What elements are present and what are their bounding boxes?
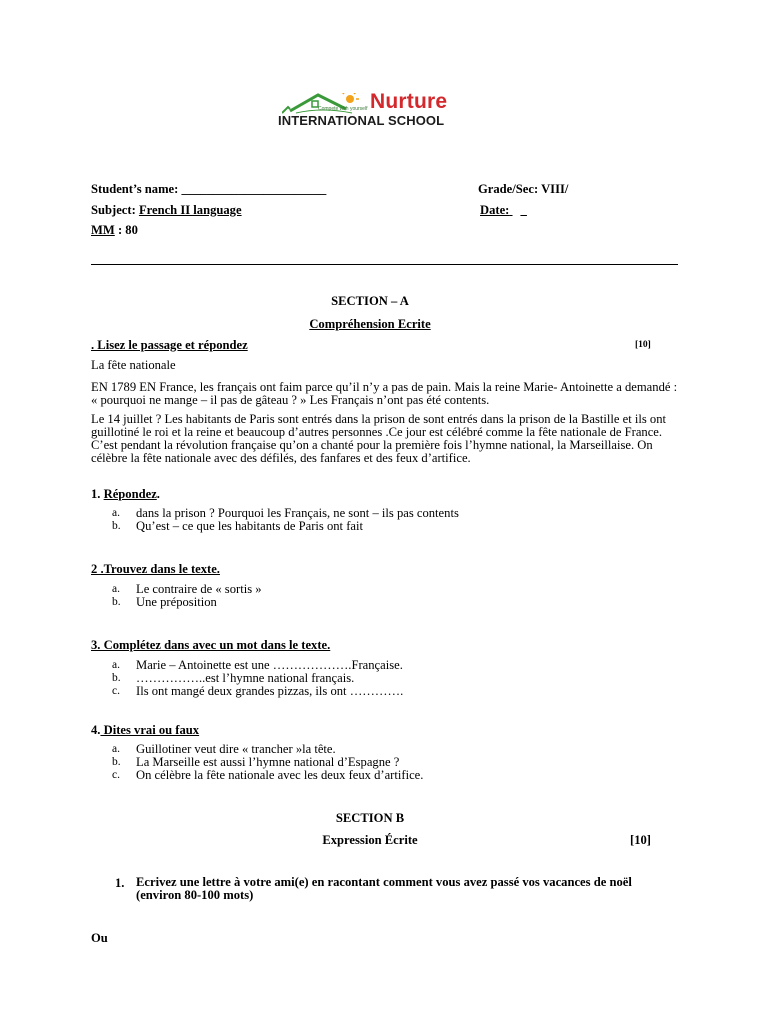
section-b-question-text: Ecrivez une lettre à votre ami(e) en racontant comment vous avez passé vos vacances de noël (environ 80-100 mots) (136, 875, 632, 902)
question-3-list (112, 659, 403, 698)
list-item: b. La Marseille est aussi l’hymne national d’Espagne ? (112, 755, 400, 769)
section-a-title: SECTION – A (331, 294, 409, 308)
list-item: b. ……………..est l’hymne national français. (112, 671, 355, 685)
header-divider (91, 264, 678, 265)
date-blank: _ (520, 203, 527, 217)
mm-label: MM (91, 223, 115, 237)
reading-marks: [10] (635, 340, 651, 350)
grade-label: Grade/Sec: VIII/ (478, 182, 569, 196)
section-b-marks: [10] (630, 833, 651, 847)
passage-paragraph-2: Le 14 juillet ? Les habitants de Paris sont entrés dans la prison de sont entrés dans la prison de la Bastille et ils ont guillotiné le roi et la reine et beaucoup d’autres personnes .Ce jour est célébré comme la fête nationale de France. C’est pendant la révolution française qu’on a chanté pour la première fois l’hymne national, la Marseillaise. On célèbre la fête nationale avec des défilés, des fanfares et des feux d’artifice. (91, 412, 666, 465)
section-b-title: SECTION B (335, 811, 405, 825)
question-1-end: . (156, 487, 160, 501)
question-4-number: 4. (91, 723, 101, 737)
list-item: b. Une préposition (112, 595, 217, 609)
subject-line (91, 203, 242, 218)
list-item: c. On célèbre la fête nationale avec les deux feux d’artifice. (112, 768, 424, 782)
question-3-title: 3. Complétez dans avec un mot dans le texte. (91, 638, 331, 652)
subject-label: Subject: (91, 203, 136, 217)
list-item: b. Qu’est – ce que les habitants de Paris ont fait (112, 519, 363, 533)
mm-value: : 80 (117, 223, 138, 237)
section-a-subtitle: Compréhension Ecrite (309, 317, 431, 331)
date-label: Date: (480, 203, 510, 217)
mm-line (91, 223, 138, 238)
section-b-subtitle: Expression Écrite (322, 833, 418, 847)
list-item: a. Le contraire de « sortis » (112, 582, 262, 596)
or-label: Ou (91, 931, 108, 945)
logo-school: INTERNATIONAL SCHOOL (278, 113, 445, 128)
student-name-blank: _______________________ (181, 182, 327, 196)
list-item: a. Marie – Antoinette est une ……………….Française. (112, 658, 403, 672)
question-1-list (112, 507, 459, 533)
reading-instruction: . Lisez le passage et répondez (91, 338, 248, 352)
question-4-label: Dites vrai ou faux (100, 723, 200, 737)
list-item: a. dans la prison ? Pourquoi les Français, ne sont – ils pas contents (112, 506, 459, 520)
section-b-question-number: 1. (115, 876, 125, 890)
subject-value: French II language (138, 203, 242, 217)
list-item: c. Ils ont mangé deux grandes pizzas, ils ont …………. (112, 684, 404, 698)
question-4-list (112, 743, 423, 782)
list-item: a. Guillotiner veut dire « trancher »la tête. (112, 742, 336, 756)
question-4-title (91, 723, 199, 738)
student-name-label: Student’s name: (91, 182, 179, 196)
question-2-list (112, 583, 262, 609)
logo-name: Nurture (370, 90, 448, 113)
date-line (480, 203, 527, 218)
school-logo (278, 90, 478, 129)
question-1-title (91, 487, 160, 502)
passage-paragraph-1: EN 1789 EN France, les français ont faim parce qu’il n’y a pas de pain. Mais la reine Marie- Antoinette a demandé : « pourquoi ne mange – il pas de gâteau ? » Les Français n’ont pas été contents. (91, 380, 678, 407)
student-name-line (91, 182, 326, 197)
passage-title: La fête nationale (91, 358, 176, 372)
question-1-number: 1. (91, 487, 101, 501)
logo-tagline: Compete with yourself (318, 106, 368, 112)
question-1-label: Répondez (103, 487, 157, 501)
question-2-title: 2 .Trouvez dans le texte. (91, 562, 220, 576)
